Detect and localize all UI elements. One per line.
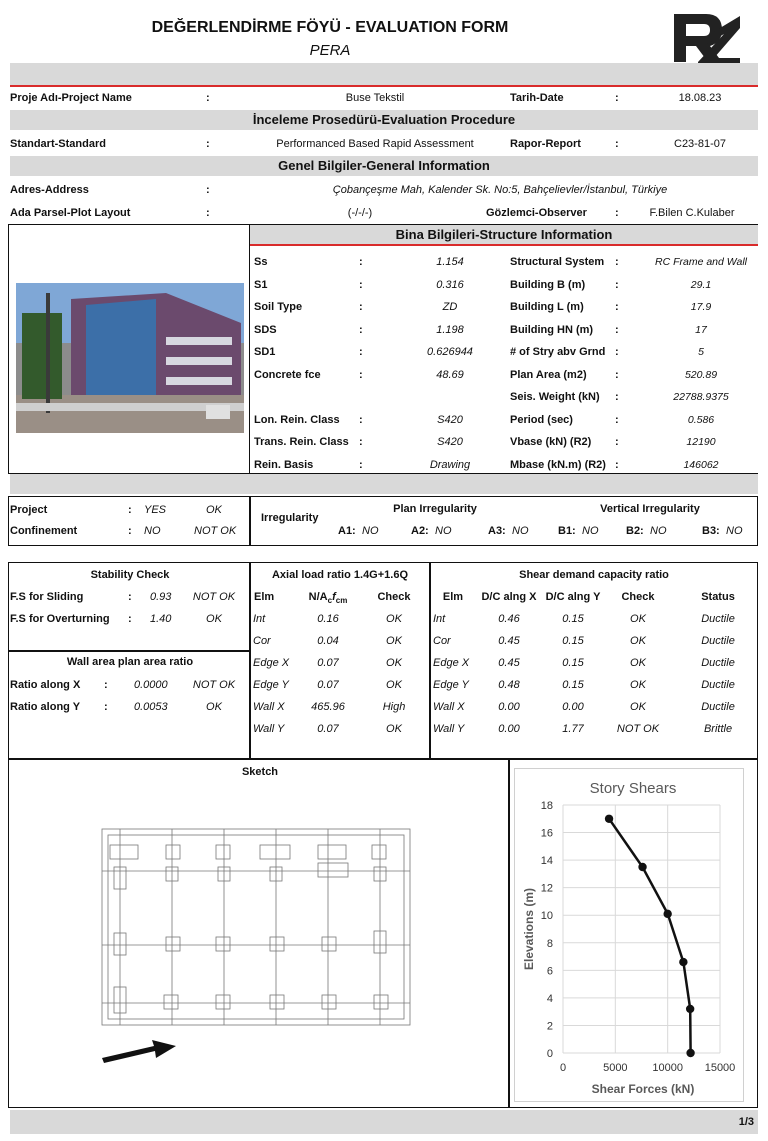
- shear-header: Elm: [442, 591, 464, 603]
- axial-ratio: 0.07: [317, 679, 339, 691]
- y-tick-label: 16: [540, 827, 553, 840]
- axial-check: High: [382, 701, 406, 713]
- shear-dcx: 0.46: [498, 613, 520, 625]
- y-tick-label: 8: [546, 937, 553, 950]
- project-check-label: Project: [10, 504, 48, 516]
- struct-value: 22788.9375: [673, 391, 729, 403]
- series-line: [609, 819, 691, 1053]
- stability-status: OK: [206, 613, 222, 625]
- shear-status: Ductile: [701, 635, 735, 647]
- struct-value: S420: [437, 436, 463, 448]
- y-tick-label: 6: [546, 965, 553, 978]
- struct-label: Vbase (kN) (R2): [510, 436, 592, 448]
- shear-status: Ductile: [701, 657, 735, 669]
- struct-label: Building L (m): [510, 301, 584, 313]
- shear-header: Status: [701, 591, 735, 603]
- standard-label: Standart-Standard: [10, 138, 106, 150]
- shear-header: D/C alng Y: [545, 591, 601, 603]
- x-tick-label: 10000: [652, 1062, 683, 1074]
- wall-ratio-value: 0.0000: [134, 679, 168, 691]
- axial-check: OK: [386, 657, 402, 669]
- shear-check: NOT OK: [616, 723, 660, 735]
- irregularity-code: B1:: [558, 525, 576, 537]
- shear-dcx: 0.00: [498, 701, 520, 713]
- y-tick-label: 18: [540, 800, 553, 812]
- shear-check: OK: [630, 679, 646, 691]
- axial-check: OK: [386, 679, 402, 691]
- stability-value: 1.40: [150, 613, 172, 625]
- shear-elm: Wall X: [433, 701, 465, 713]
- struct-label: Concrete fce: [254, 369, 321, 381]
- struct-label: SDS: [254, 324, 277, 336]
- data-point: [686, 1005, 694, 1013]
- struct-value: 48.69: [436, 369, 464, 381]
- wall-ratio-status: NOT OK: [192, 679, 236, 691]
- irregularity-value: NO: [726, 525, 743, 537]
- axial-title: Axial load ratio 1.4G+1.6Q: [271, 569, 409, 581]
- page-number: 1/3: [738, 1116, 754, 1128]
- form-subtitle: PERA: [309, 42, 351, 59]
- structure-info-title: Bina Bilgileri-Structure Information: [250, 225, 758, 246]
- y-tick-label: 10: [540, 910, 553, 923]
- confinement-status: NOT OK: [194, 525, 237, 537]
- form-title: DEĞERLENDİRME FÖYÜ - EVALUATION FORM: [151, 19, 509, 36]
- struct-label: # of Stry abv Grnd: [510, 346, 606, 358]
- confinement-value: NO: [144, 525, 161, 537]
- shear-status: Ductile: [701, 613, 735, 625]
- data-point: [663, 910, 671, 918]
- shear-elm: Wall Y: [433, 723, 465, 735]
- axial-header-ratio: $N/A_cf_{cm}$: [308, 591, 348, 606]
- axial-header-check: Check: [377, 591, 411, 603]
- struct-label: Trans. Rein. Class: [254, 436, 349, 448]
- axial-elm: Wall X: [253, 701, 285, 713]
- axial-ratio: 0.04: [317, 635, 339, 647]
- irregularity-value: NO: [650, 525, 667, 537]
- struct-value: RC Frame and Wall: [655, 256, 747, 268]
- irregularity-code: B2:: [626, 525, 644, 537]
- struct-label: Building B (m): [510, 279, 586, 291]
- sketch-title: Sketch: [241, 766, 279, 778]
- struct-label: Structural System: [510, 256, 605, 268]
- chart-title: Story Shears: [589, 780, 677, 797]
- stability-value: 0.93: [150, 591, 172, 603]
- shear-check: OK: [630, 657, 646, 669]
- y-tick-label: 14: [540, 855, 553, 868]
- shear-check: OK: [630, 635, 646, 647]
- shear-elm: Cor: [433, 635, 451, 647]
- shear-dcx: 0.00: [498, 723, 520, 735]
- struct-value: 5: [698, 346, 704, 358]
- date-value: 18.08.23: [678, 92, 722, 104]
- axial-elm: Int: [253, 613, 266, 625]
- struct-label: Period (sec): [510, 414, 573, 426]
- report-value: C23-81-07: [674, 138, 726, 150]
- irregularity-code: A1:: [338, 525, 356, 537]
- observer-label: Gözlemci-Observer: [486, 207, 587, 219]
- struct-label: Lon. Rein. Class: [254, 414, 340, 426]
- shear-status: Ductile: [701, 701, 735, 713]
- y-axis-label: Elevations (m): [522, 887, 536, 971]
- y-tick-label: 12: [540, 882, 553, 895]
- shear-dcy: 0.15: [562, 679, 584, 691]
- story-shears-chart: [514, 768, 744, 1102]
- struct-value: 29.1: [690, 279, 712, 291]
- axial-elm: Edge Y: [253, 679, 289, 691]
- y-tick-label: 2: [546, 1020, 553, 1033]
- axial-check: OK: [386, 635, 402, 647]
- struct-label: Rein. Basis: [254, 459, 314, 471]
- shear-dcx: 0.45: [498, 657, 520, 669]
- wall-ratio-label: Ratio along Y: [10, 701, 81, 713]
- irregularity-value: NO: [582, 525, 599, 537]
- struct-label: Seis. Weight (kN): [510, 391, 600, 403]
- x-axis-label: Shear Forces (kN): [591, 1082, 695, 1096]
- struct-value: Drawing: [429, 459, 471, 471]
- irregularity-value: NO: [512, 525, 529, 537]
- axial-ratio: 0.07: [317, 723, 339, 735]
- date-label: Tarih-Date: [510, 92, 564, 104]
- confinement-label: Confinement: [10, 525, 78, 537]
- shear-check: OK: [630, 613, 646, 625]
- shear-header: Check: [621, 591, 655, 603]
- shear-elm: Edge Y: [433, 679, 469, 691]
- parcel-label: Ada Parsel-Plot Layout: [10, 207, 131, 219]
- struct-value: 1.154: [436, 256, 464, 268]
- irregularity-value: NO: [435, 525, 452, 537]
- project-name-value: Buse Tekstil: [345, 92, 405, 104]
- vertical-irregularity-title: Vertical Irregularity: [600, 503, 700, 515]
- plan-irregularity-title: Plan Irregularity: [393, 503, 477, 515]
- standard-value: Performanced Based Rapid Assessment: [276, 138, 474, 150]
- shear-dcy: 0.15: [562, 635, 584, 647]
- shear-dcx: 0.45: [498, 635, 520, 647]
- struct-value: ZD: [442, 301, 458, 313]
- data-point: [686, 1049, 694, 1057]
- x-tick-label: 5000: [603, 1062, 628, 1074]
- struct-value: 17.9: [690, 301, 712, 313]
- irregularity-code: A2:: [411, 525, 429, 537]
- observer-value: F.Bilen C.Kulaber: [649, 207, 735, 219]
- struct-value: 520.89: [684, 369, 718, 381]
- axial-elm: Edge X: [253, 657, 290, 669]
- report-label: Rapor-Report: [510, 138, 581, 150]
- irregularity-code: B3:: [702, 525, 720, 537]
- axial-check: OK: [386, 723, 402, 735]
- struct-value: 146062: [683, 459, 719, 471]
- shear-status: Ductile: [701, 679, 735, 691]
- stability-label: F.S for Sliding: [10, 591, 84, 603]
- struct-value: 17: [695, 324, 707, 336]
- wall-ratio-status: OK: [206, 701, 222, 713]
- struct-value: 0.586: [687, 414, 715, 426]
- irregularity-label: Irregularity: [261, 512, 319, 524]
- address-label: Adres-Address: [10, 184, 89, 196]
- plan-sketch: [80, 815, 420, 1065]
- axial-ratio: 0.07: [317, 657, 339, 669]
- shear-elm: Edge X: [433, 657, 470, 669]
- irregularity-code: A3:: [488, 525, 506, 537]
- wall-ratio-value: 0.0053: [134, 701, 168, 713]
- parcel-value: (-/-/-): [347, 207, 373, 219]
- data-point: [679, 958, 687, 966]
- project-check-value: YES: [144, 504, 167, 516]
- shear-dcx: 0.48: [498, 679, 520, 691]
- struct-value: 12190: [686, 436, 716, 448]
- procedure-title: İnceleme Prosedürü-Evaluation Procedure: [10, 110, 758, 130]
- chart-canvas: [515, 769, 743, 1101]
- struct-value: 0.626944: [427, 346, 473, 358]
- project-check-status: OK: [206, 504, 222, 516]
- shear-dcy: 0.15: [562, 613, 584, 625]
- shear-dcy: 0.00: [562, 701, 584, 713]
- struct-label: Soil Type: [254, 301, 303, 313]
- shear-check: OK: [630, 701, 646, 713]
- address-value: Çobançeşme Mah, Kalender Sk. No:5, Bahçelievler/İstanbul, Türkiye: [332, 184, 668, 196]
- north-arrow-icon: [100, 1036, 180, 1064]
- wall-ratio-label: Ratio along X: [10, 679, 81, 691]
- axial-header-elm: Elm: [254, 591, 275, 603]
- struct-label: SD1: [254, 346, 276, 358]
- project-name-label: Proje Adı-Project Name: [10, 92, 132, 104]
- general-info-title: Genel Bilgiler-General Information: [10, 156, 758, 176]
- stability-title: Stability Check: [90, 569, 170, 581]
- irregularity-value: NO: [362, 525, 379, 537]
- axial-ratio: 465.96: [311, 701, 345, 713]
- building-photo: [16, 283, 244, 433]
- axial-elm: Wall Y: [253, 723, 285, 735]
- shear-dcy: 0.15: [562, 657, 584, 669]
- axial-check: OK: [386, 613, 402, 625]
- data-point: [638, 863, 646, 871]
- x-tick-label: 15000: [704, 1062, 736, 1074]
- shear-title: Shear demand capacity ratio: [519, 569, 669, 581]
- struct-label: Mbase (kN.m) (R2): [510, 459, 606, 471]
- struct-value: 0.316: [436, 279, 464, 291]
- shear-elm: Int: [433, 613, 446, 625]
- struct-label: Building HN (m): [510, 324, 594, 336]
- shear-dcy: 1.77: [562, 723, 584, 735]
- y-tick-label: 4: [546, 992, 553, 1005]
- struct-value: S420: [437, 414, 463, 426]
- shear-header: D/C alng X: [481, 591, 537, 603]
- struct-value: 1.198: [436, 324, 464, 336]
- axial-ratio: 0.16: [317, 613, 339, 625]
- x-tick-label: 0: [559, 1062, 567, 1074]
- axial-elm: Cor: [253, 635, 271, 647]
- y-tick-label: 0: [546, 1048, 553, 1060]
- stability-label: F.S for Overturning: [10, 613, 110, 625]
- struct-label: Ss: [254, 256, 268, 268]
- struct-label: Plan Area (m2): [510, 369, 587, 381]
- shear-status: Brittle: [703, 723, 733, 735]
- wall-ratio-title: Wall area plan area ratio: [66, 656, 194, 668]
- data-point: [605, 815, 613, 823]
- stability-status: NOT OK: [192, 591, 236, 603]
- struct-label: S1: [254, 279, 268, 291]
